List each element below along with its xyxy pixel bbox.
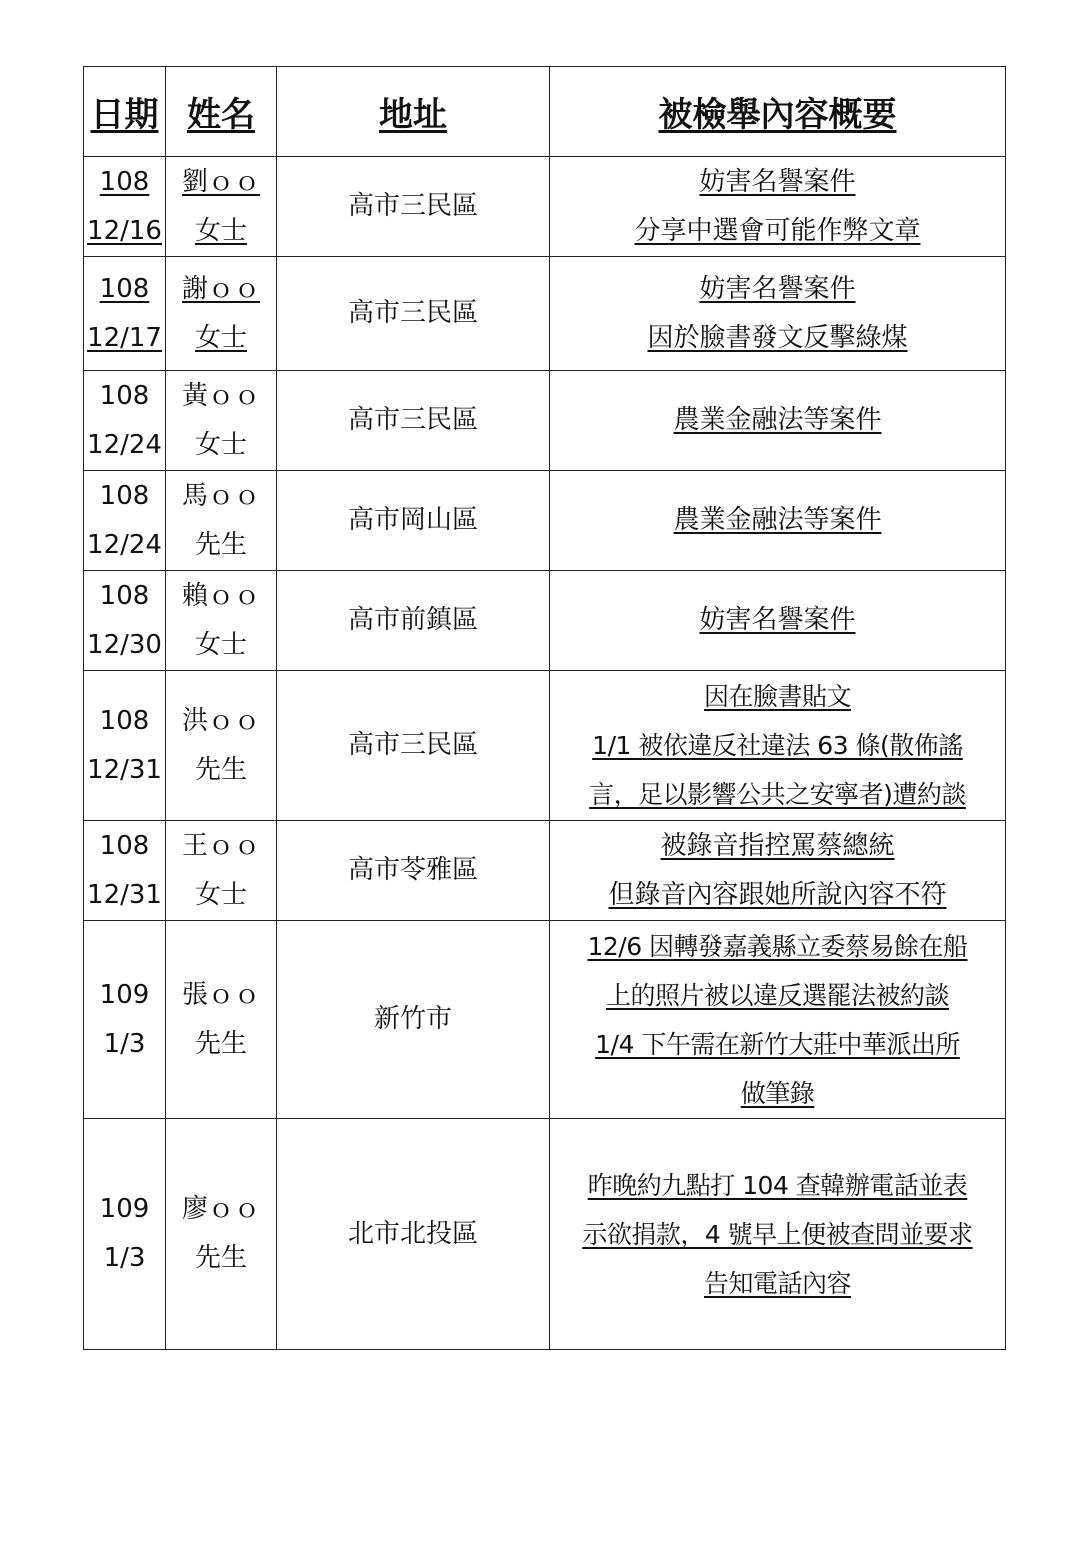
summary-line: 農業金融法等案件: [673, 405, 882, 435]
date-md: 1/3: [103, 1243, 146, 1273]
address-cell: 高市三民區: [277, 257, 550, 371]
name-surname: 馬ｏｏ: [181, 480, 260, 511]
summary-line: 1/4 下午需在新竹大莊中華派出所: [595, 1029, 960, 1059]
summary-line: 分享中選會可能作弊文章: [634, 215, 921, 246]
name-cell: [166, 571, 277, 671]
name-surname: 張ｏｏ: [181, 979, 260, 1010]
date-cell: [84, 1119, 166, 1350]
name-surname: 謝ｏｏ: [181, 273, 260, 304]
header-name: 姓名: [166, 67, 277, 157]
name-surname: 黃ｏｏ: [181, 380, 260, 411]
summary-line: 因於臉書發文反擊綠煤: [647, 322, 908, 353]
table-row: [84, 157, 1006, 257]
summary-cell: [550, 371, 1006, 471]
date-md: 12/31: [87, 879, 162, 910]
summary-cell: [550, 571, 1006, 671]
address-cell: 高市三民區: [277, 671, 550, 821]
summary-line: 昨晚約九點打 104 查韓辦電話並表: [587, 1170, 968, 1200]
summary-line: 1/1 被依違反社違法 63 條(散佈謠: [592, 731, 963, 760]
name-surname: 劉ｏｏ: [181, 166, 260, 197]
name-cell: [166, 471, 277, 571]
date-cell: [84, 157, 166, 257]
date-md: 12/24: [87, 429, 162, 460]
table-row: [84, 1119, 1006, 1350]
name-title: 先生: [194, 754, 247, 785]
address-cell: 高市岡山區: [277, 471, 550, 571]
summary-cell: [550, 257, 1006, 371]
summary-line: 被錄音指控罵蔡總統: [660, 830, 895, 861]
name-cell: [166, 921, 277, 1119]
summary-line: 妨害名譽案件: [699, 605, 856, 635]
name-title: 先生: [194, 1028, 247, 1059]
table-row: [84, 257, 1006, 371]
summary-cell: [550, 1119, 1006, 1350]
name-title: 先生: [194, 529, 247, 560]
date-md: 12/31: [87, 754, 162, 785]
address-cell: 高市苓雅區: [277, 821, 550, 921]
name-cell: [166, 371, 277, 471]
name-title: 女士: [194, 429, 247, 460]
header-summary: 被檢舉內容概要: [550, 67, 1006, 157]
header-date: 日期: [84, 67, 166, 157]
date-year: 108: [99, 580, 150, 611]
name-surname: 廖ｏｏ: [181, 1194, 260, 1224]
date-cell: [84, 821, 166, 921]
report-table: [83, 66, 1006, 1350]
name-cell: [166, 821, 277, 921]
name-cell: [166, 1119, 277, 1350]
address-cell: 高市三民區: [277, 157, 550, 257]
date-year: 108: [99, 480, 150, 511]
date-md: 12/30: [87, 629, 162, 660]
date-md: 12/16: [87, 215, 162, 246]
name-title: 女士: [194, 879, 247, 910]
address-cell: 北市北投區: [277, 1119, 550, 1350]
date-year: 108: [99, 705, 150, 736]
summary-line: 農業金融法等案件: [673, 505, 882, 535]
date-cell: [84, 571, 166, 671]
summary-cell: [550, 471, 1006, 571]
name-surname: 賴ｏｏ: [181, 580, 260, 611]
date-year: 108: [99, 166, 150, 197]
date-cell: [84, 471, 166, 571]
summary-cell: [550, 921, 1006, 1119]
date-year: 108: [99, 830, 150, 861]
summary-line: 妨害名譽案件: [699, 273, 856, 304]
date-md: 12/24: [87, 529, 162, 560]
summary-line: 做筆錄: [740, 1078, 815, 1108]
address-cell: 高市三民區: [277, 371, 550, 471]
table-row: [84, 921, 1006, 1119]
date-year: 109: [99, 979, 150, 1010]
date-cell: [84, 371, 166, 471]
date-year: 108: [99, 380, 150, 411]
summary-line: 上的照片被以違反選罷法被約談: [605, 980, 949, 1010]
name-title: 女士: [194, 629, 247, 660]
name-surname: 王ｏｏ: [181, 830, 260, 861]
table-row: [84, 571, 1006, 671]
header-address: 地址: [277, 67, 550, 157]
name-title: 女士: [194, 215, 247, 246]
date-year: 108: [99, 273, 150, 304]
summary-cell: [550, 157, 1006, 257]
name-surname: 洪ｏｏ: [181, 705, 260, 736]
summary-line: 言，足以影響公共之安寧者)遭約談: [589, 780, 966, 809]
name-cell: [166, 671, 277, 821]
date-year: 109: [99, 1194, 150, 1224]
date-cell: [84, 257, 166, 371]
address-cell: 高市前鎮區: [277, 571, 550, 671]
summary-cell: [550, 821, 1006, 921]
table-row: [84, 671, 1006, 821]
summary-line: 12/6 因轉發嘉義縣立委蔡易餘在船: [587, 931, 968, 961]
table-row: [84, 821, 1006, 921]
table-row: [84, 471, 1006, 571]
summary-line: 但錄音內容跟她所說內容不符: [608, 879, 947, 910]
summary-line: 妨害名譽案件: [699, 166, 856, 197]
table-row: [84, 371, 1006, 471]
date-cell: [84, 671, 166, 821]
header-row: [84, 67, 1006, 157]
summary-line: 告知電話內容: [703, 1268, 851, 1298]
name-title: 女士: [194, 322, 247, 353]
date-cell: [84, 921, 166, 1119]
name-cell: [166, 257, 277, 371]
date-md: 12/17: [87, 322, 162, 353]
summary-line: 因在臉書貼文: [703, 682, 851, 711]
name-cell: [166, 157, 277, 257]
summary-line: 示欲捐款，4 號早上便被查問並要求: [582, 1219, 973, 1249]
date-md: 1/3: [103, 1028, 146, 1059]
name-title: 先生: [194, 1243, 247, 1273]
address-cell: 新竹市: [277, 921, 550, 1119]
summary-cell: [550, 671, 1006, 821]
